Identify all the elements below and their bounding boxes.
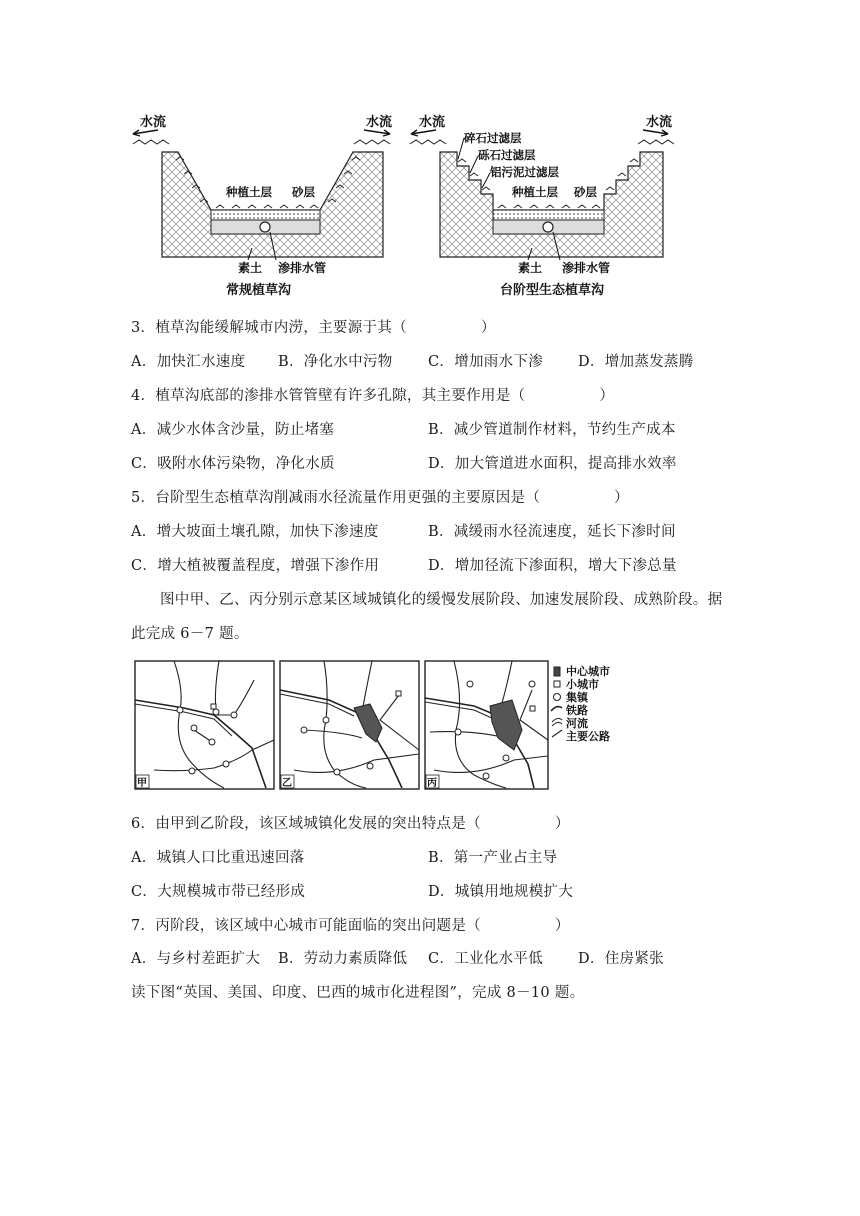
- intro-8-10: 读下图“英国、美国、印度、巴西的城市化进程图”，完成 8－10 题。: [131, 985, 585, 1001]
- market-town-symbol: [554, 694, 561, 701]
- question-7-option-a[interactable]: A．与乡村差距扩大: [131, 951, 261, 967]
- gravel-filter-label: 碎石过滤层: [464, 131, 522, 145]
- plain-soil-label: 素土: [518, 261, 543, 275]
- panel-label: 乙: [282, 778, 292, 789]
- question-3-option-d[interactable]: D．增加蒸发蒸腾: [578, 354, 694, 370]
- question-3-stem: 3．植草沟能缓解城市内涝，主要源于其（ ）: [131, 320, 496, 336]
- pebble-filter-label: 砾石过滤层: [478, 148, 536, 162]
- swale-figure: [128, 112, 708, 302]
- sand-layer-label: 砂层: [292, 185, 315, 199]
- question-4-stem: 4．植草沟底部的渗排水管管壁有许多孔隙，其主要作用是（ ）: [131, 388, 615, 404]
- question-3-option-c[interactable]: C．增加雨水下渗: [428, 354, 543, 370]
- water-flow-label: 水流: [419, 115, 446, 130]
- question-7-option-c[interactable]: C．工业化水平低: [428, 951, 543, 967]
- question-5-option-b[interactable]: B．减缓雨水径流速度，延长下渗时间: [428, 524, 676, 540]
- drain-pipe-label: 渗排水管: [562, 261, 611, 275]
- question-5-option-a[interactable]: A．增大坡面土壤孔隙，加快下渗速度: [131, 524, 379, 540]
- stage-map-bing: [425, 661, 548, 789]
- main-road-symbol: [552, 730, 562, 737]
- question-7-option-b[interactable]: B．劳动力素质降低: [278, 951, 408, 967]
- water-flow-label: 水流: [646, 115, 673, 130]
- plain-soil-label: 素土: [238, 261, 263, 275]
- planting-soil-label: 种植土层: [226, 185, 272, 199]
- small-city-symbol: [554, 681, 560, 687]
- intro-6-7-line2: 此完成 6－7 题。: [131, 626, 249, 642]
- question-6-option-d[interactable]: D．城镇用地规模扩大: [428, 884, 574, 900]
- question-4-option-c[interactable]: C．吸附水体污染物，净化水质: [131, 456, 335, 472]
- question-4-option-a[interactable]: A．减少水体含沙量，防止堵塞: [131, 422, 335, 438]
- planting-soil-label: 种植土层: [512, 185, 558, 199]
- panel-label: 丙: [427, 778, 437, 789]
- question-5-option-d[interactable]: D．增加径流下渗面积，增大下渗总量: [428, 558, 677, 574]
- question-5-option-c[interactable]: C．增大植被覆盖程度，增强下渗作用: [131, 558, 380, 574]
- panel-label: 甲: [137, 778, 147, 789]
- question-4-option-b[interactable]: B．减少管道制作材料，节约生产成本: [428, 422, 676, 438]
- question-6-stem: 6．由甲到乙阶段，该区域城镇化发展的突出特点是（ ）: [131, 816, 570, 832]
- legend-small-city: 小城市: [566, 678, 599, 691]
- question-3-option-a[interactable]: A．加快汇水速度: [131, 354, 246, 370]
- sand-layer-label: 砂层: [574, 185, 597, 199]
- sludge-filter-label: 铝污泥过滤层: [490, 165, 559, 179]
- question-5-stem: 5．台阶型生态植草沟削减雨水径流量作用更强的主要原因是（ ）: [131, 490, 629, 506]
- question-6-option-c[interactable]: C．大规模城市带已经形成: [131, 884, 306, 900]
- map-legend: [551, 664, 610, 743]
- intro-6-7-line1: 图中甲、乙、丙分别示意某区域城镇化的缓慢发展阶段、加速发展阶段、成熟阶段。据: [160, 592, 723, 608]
- stage-map-jia: [135, 661, 274, 789]
- river-symbol: [552, 718, 562, 726]
- water-flow-label: 水流: [140, 115, 167, 130]
- legend-market-town: 集镇: [566, 691, 588, 704]
- question-3-option-b[interactable]: B．净化水中污物: [278, 354, 393, 370]
- legend-railway: 铁路: [566, 704, 588, 717]
- stage-map-yi: [280, 661, 419, 789]
- figure-caption: 常规植草沟: [226, 283, 292, 298]
- legend-central-city: 中心城市: [566, 665, 610, 678]
- conventional-swale-diagram: [133, 114, 392, 298]
- question-6-option-a[interactable]: A．城镇人口比重迅速回落: [131, 850, 305, 866]
- figure-caption: 台阶型生态植草沟: [500, 283, 605, 298]
- drain-pipe-label: 渗排水管: [278, 261, 327, 275]
- urbanization-stage-maps: [134, 660, 630, 792]
- legend-main-road: 主要公路: [566, 730, 610, 743]
- central-city-symbol: [554, 667, 560, 676]
- question-7-stem: 7．丙阶段，该区域中心城市可能面临的突出问题是（ ）: [131, 918, 570, 934]
- railway-symbol: [551, 707, 562, 711]
- question-6-option-b[interactable]: B．第一产业占主导: [428, 850, 558, 866]
- question-4-option-d[interactable]: D．加大管道进水面积，提高排水效率: [428, 456, 677, 472]
- legend-river: 河流: [566, 717, 588, 730]
- stepped-swale-diagram: [410, 114, 674, 298]
- question-7-option-d[interactable]: D．住房紧张: [578, 951, 664, 967]
- water-flow-label: 水流: [366, 115, 393, 130]
